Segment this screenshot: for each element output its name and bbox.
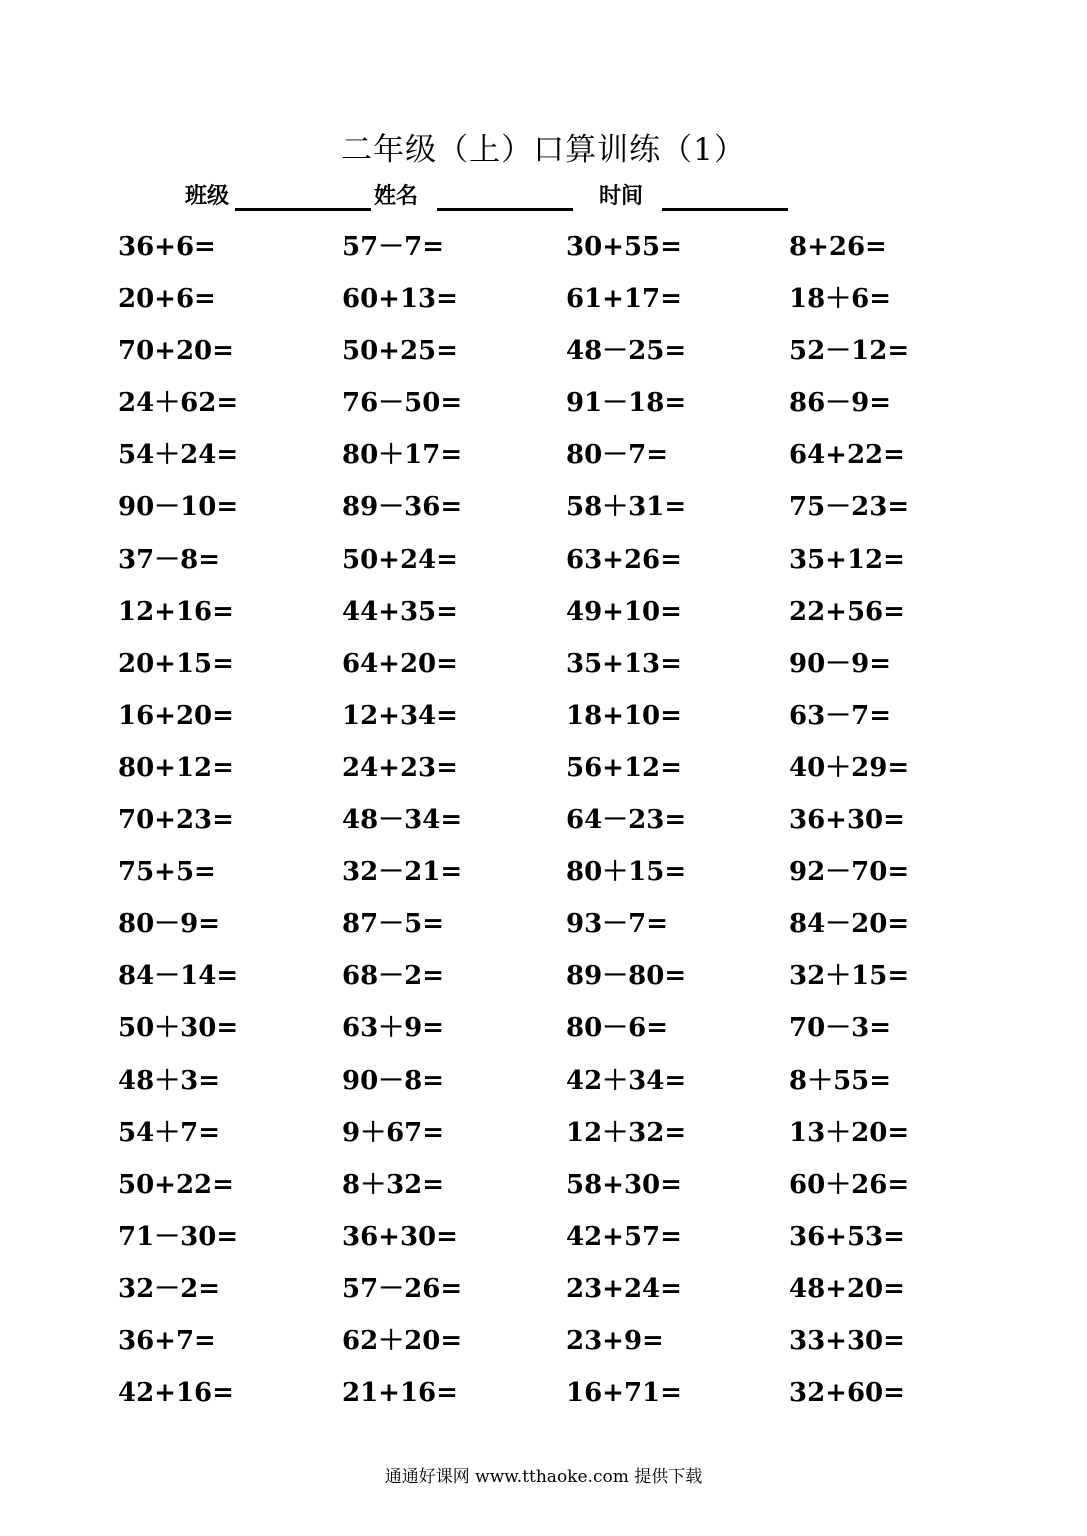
problem-row <box>118 1214 1018 1266</box>
arithmetic-problem: 70+23= <box>118 805 234 836</box>
arithmetic-problem: 48＋3= <box>118 1065 221 1096</box>
arithmetic-problem: 84－20= <box>789 909 910 940</box>
arithmetic-problem: 84－14= <box>118 961 239 992</box>
arithmetic-problem: 90－10= <box>118 492 239 523</box>
arithmetic-problem: 90－9= <box>789 648 892 679</box>
arithmetic-problem: 75+5= <box>118 857 216 888</box>
problem-row <box>118 745 1018 797</box>
arithmetic-problem: 32＋15= <box>789 961 910 992</box>
arithmetic-problem: 62＋20= <box>342 1325 463 1356</box>
arithmetic-problem: 32－2= <box>118 1273 221 1304</box>
arithmetic-problem: 54＋7= <box>118 1117 221 1148</box>
arithmetic-problem: 91－18= <box>566 388 687 419</box>
arithmetic-problem: 75－23= <box>789 492 910 523</box>
arithmetic-problem: 68－2= <box>342 961 445 992</box>
arithmetic-problem: 24＋62= <box>118 388 239 419</box>
arithmetic-problem: 36+6= <box>118 232 216 262</box>
arithmetic-problem: 58＋31= <box>566 492 687 523</box>
arithmetic-problem: 63+26= <box>566 544 682 575</box>
footer-credit: 通通好课网 www.tthaoke.com 提供下载 <box>384 1467 703 1487</box>
arithmetic-problem: 50＋30= <box>118 1013 239 1044</box>
name-blank-line[interactable] <box>437 208 573 211</box>
arithmetic-problem: 48－34= <box>342 805 463 836</box>
arithmetic-problem: 32－21= <box>342 857 463 888</box>
arithmetic-problem: 42+16= <box>118 1378 234 1409</box>
arithmetic-problem: 52－12= <box>789 336 910 367</box>
arithmetic-problem: 16+71= <box>566 1378 682 1409</box>
arithmetic-problem: 70+20= <box>118 336 234 367</box>
arithmetic-problem: 32+60= <box>789 1378 905 1409</box>
name-label: 姓名 <box>374 183 419 209</box>
arithmetic-problem: 36+7= <box>118 1325 216 1356</box>
arithmetic-problem: 49+10= <box>566 596 682 627</box>
arithmetic-problem: 35+12= <box>789 544 905 575</box>
page-title: 二年级（上）口算训练（1） <box>341 132 746 168</box>
problem-row <box>118 276 1018 328</box>
time-label: 时间 <box>599 183 644 209</box>
arithmetic-problem: 90－8= <box>342 1065 445 1096</box>
student-info-row <box>0 178 1087 218</box>
arithmetic-problem: 63＋9= <box>342 1013 445 1044</box>
arithmetic-problem: 9＋67= <box>342 1117 445 1148</box>
problem-row <box>118 849 1018 901</box>
problem-row <box>118 1162 1018 1214</box>
arithmetic-problem: 23+24= <box>566 1273 682 1304</box>
arithmetic-problem: 8＋55= <box>789 1065 892 1096</box>
problem-row <box>118 1005 1018 1057</box>
class-label: 班级 <box>185 183 230 209</box>
arithmetic-problem: 8＋32= <box>342 1169 445 1200</box>
arithmetic-problem: 93－7= <box>566 909 669 940</box>
arithmetic-problem: 40＋29= <box>789 752 910 783</box>
arithmetic-problem: 92－70= <box>789 857 910 888</box>
time-blank-line[interactable] <box>662 208 788 211</box>
arithmetic-problem: 20+6= <box>118 284 216 315</box>
arithmetic-problem: 89－36= <box>342 492 463 523</box>
arithmetic-problem: 87－5= <box>342 909 445 940</box>
arithmetic-problem: 42＋34= <box>566 1065 687 1096</box>
problem-row <box>118 797 1018 849</box>
arithmetic-problem: 61+17= <box>566 284 682 315</box>
arithmetic-problem: 8+26= <box>789 232 887 262</box>
arithmetic-problem: 44+35= <box>342 596 458 627</box>
arithmetic-problem: 50+24= <box>342 544 458 575</box>
arithmetic-problem: 48+20= <box>789 1273 905 1304</box>
problem-row <box>118 380 1018 432</box>
arithmetic-problem: 18+10= <box>566 700 682 731</box>
arithmetic-problem: 30+55= <box>566 232 682 262</box>
problem-row <box>118 432 1018 484</box>
problem-row <box>118 641 1018 693</box>
arithmetic-problem: 80－9= <box>118 909 221 940</box>
arithmetic-problem: 42+57= <box>566 1221 682 1252</box>
arithmetic-problem: 16+20= <box>118 700 234 731</box>
arithmetic-problem: 64－23= <box>566 805 687 836</box>
arithmetic-problem: 57－7= <box>342 232 445 262</box>
problem-row <box>118 1266 1018 1318</box>
arithmetic-problem: 13＋20= <box>789 1117 910 1148</box>
arithmetic-problem: 50+25= <box>342 336 458 367</box>
arithmetic-problem: 70－3= <box>789 1013 892 1044</box>
arithmetic-problem: 71－30= <box>118 1221 239 1252</box>
arithmetic-problem: 20+15= <box>118 648 234 679</box>
arithmetic-problem: 33+30= <box>789 1325 905 1356</box>
arithmetic-problem: 64+22= <box>789 440 905 471</box>
arithmetic-problem: 80－7= <box>566 440 669 471</box>
arithmetic-problem: 48－25= <box>566 336 687 367</box>
arithmetic-problem: 60＋26= <box>789 1169 910 1200</box>
problem-row <box>118 1110 1018 1162</box>
arithmetic-problem: 86－9= <box>789 388 892 419</box>
arithmetic-problem: 76－50= <box>342 388 463 419</box>
problem-row <box>118 537 1018 589</box>
problem-row <box>118 224 1018 276</box>
arithmetic-problem: 80－6= <box>566 1013 669 1044</box>
problem-row <box>118 589 1018 641</box>
arithmetic-problem: 54＋24= <box>118 440 239 471</box>
problem-row <box>118 1370 1018 1422</box>
problem-grid <box>118 224 1018 1422</box>
arithmetic-problem: 12＋32= <box>566 1117 687 1148</box>
problem-row <box>118 901 1018 953</box>
arithmetic-problem: 36+30= <box>789 805 905 836</box>
arithmetic-problem: 80＋15= <box>566 857 687 888</box>
arithmetic-problem: 36+30= <box>342 1221 458 1252</box>
problem-row <box>118 1058 1018 1110</box>
arithmetic-problem: 60+13= <box>342 284 458 315</box>
arithmetic-problem: 12+16= <box>118 596 234 627</box>
problem-row <box>118 1318 1018 1370</box>
arithmetic-problem: 18＋6= <box>789 284 892 315</box>
arithmetic-problem: 80＋17= <box>342 440 463 471</box>
arithmetic-problem: 23+9= <box>566 1325 664 1356</box>
arithmetic-problem: 36+53= <box>789 1221 905 1252</box>
arithmetic-problem: 56+12= <box>566 752 682 783</box>
problem-row <box>118 953 1018 1005</box>
arithmetic-problem: 22+56= <box>789 596 905 627</box>
arithmetic-problem: 58+30= <box>566 1169 682 1200</box>
arithmetic-problem: 12+34= <box>342 700 458 731</box>
problem-row <box>118 328 1018 380</box>
arithmetic-problem: 21+16= <box>342 1378 458 1409</box>
arithmetic-problem: 24+23= <box>342 752 458 783</box>
class-blank-line[interactable] <box>235 208 371 211</box>
arithmetic-problem: 57－26= <box>342 1273 463 1304</box>
problem-row <box>118 693 1018 745</box>
arithmetic-problem: 35+13= <box>566 648 682 679</box>
arithmetic-problem: 37－8= <box>118 544 221 575</box>
arithmetic-problem: 50+22= <box>118 1169 234 1200</box>
problem-row <box>118 484 1018 536</box>
arithmetic-problem: 89－80= <box>566 961 687 992</box>
arithmetic-problem: 64+20= <box>342 648 458 679</box>
arithmetic-problem: 80+12= <box>118 752 234 783</box>
arithmetic-problem: 63－7= <box>789 700 892 731</box>
